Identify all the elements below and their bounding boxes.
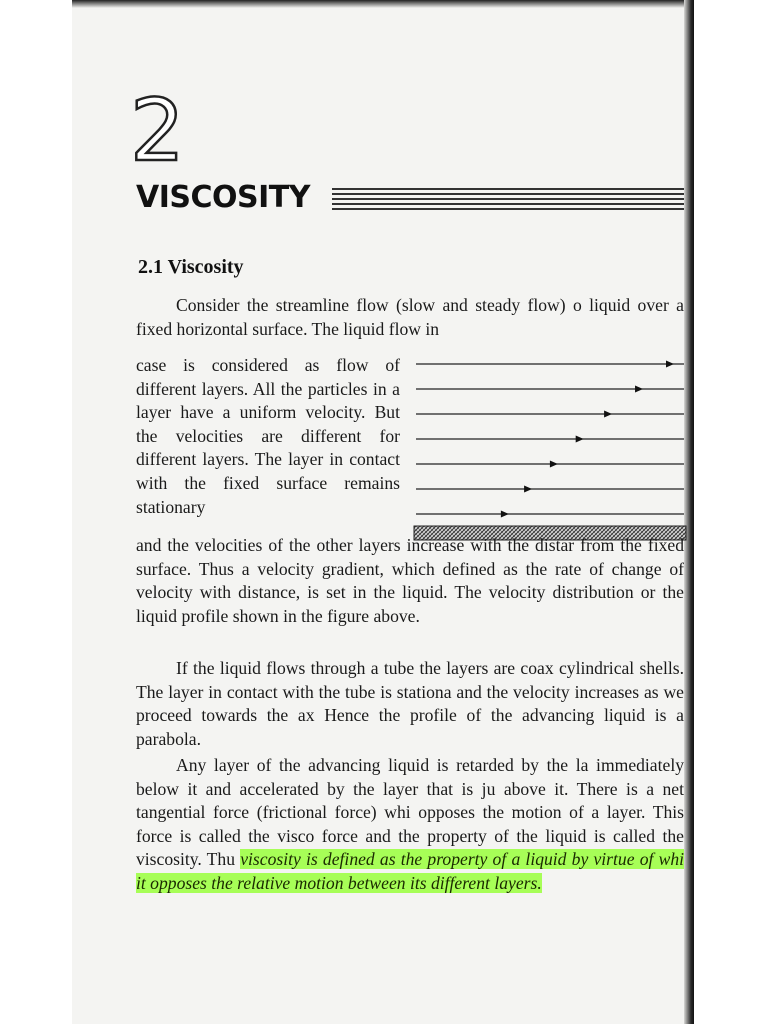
- velocity-arrowhead: [524, 486, 532, 493]
- paragraph-text: If the liquid flows through a tube the layers are coax cylindrical shells. The layer in contact with the tube is stationa and the velocity increases as we proceed towards the ax Hence the profile of the advancing liquid is a parabola.: [136, 658, 684, 749]
- title-decorative-rule: [332, 188, 684, 218]
- velocity-arrowhead: [666, 361, 674, 368]
- definition-lead-text: Any layer of the advancing liquid is retarded by the la immediately below it and accelerated by the layer that is ju above it. There is a net tangential force (frictional force) whi opposes the motion of a layer. This force is called the visco force and the property of the liquid is called the viscosity. Thu: [136, 755, 684, 870]
- velocity-arrowhead: [635, 386, 643, 393]
- paragraph-text: Consider the streamline flow (slow and steady flow) o liquid over a fixed horizontal surface. The liquid flow in: [136, 295, 684, 339]
- velocity-arrowhead: [576, 436, 584, 443]
- paragraph-tube: [136, 657, 684, 751]
- chapter-title: VISCOSITY: [136, 180, 310, 215]
- highlighted-definition: viscosity is defined as the property of a liquid by virtue of whi it opposes the relative motion between its different layers.: [136, 849, 684, 893]
- velocity-arrowhead: [501, 511, 509, 518]
- paragraph-intro: [136, 294, 684, 341]
- section-heading: 2.1 Viscosity: [138, 256, 244, 278]
- velocity-profile-diagram: [412, 354, 688, 544]
- paragraph-layers: [136, 354, 400, 519]
- paragraph-text: and the velocities of the other layers increase with the distar from the fixed surface. Thus a velocity gradient, which defined as the rate of change of velocity with distance, is set in the liquid. The velocity distribution or the liquid profile shown in the figure above.: [136, 535, 684, 626]
- paragraph-gradient: [136, 534, 684, 628]
- paragraph-text: case is considered as flow of different layers. All the particles in a layer have a uniform velocity. But the velocities are different for different layers. The layer in contact with the fixed surface remains stationary: [136, 355, 400, 517]
- paragraph-definition: [136, 754, 684, 896]
- velocity-arrowhead: [550, 461, 558, 468]
- velocity-arrowhead: [604, 411, 612, 418]
- page-top-edge: [72, 0, 692, 8]
- chapter-number: 2: [130, 81, 185, 181]
- paragraph-text: [136, 754, 684, 896]
